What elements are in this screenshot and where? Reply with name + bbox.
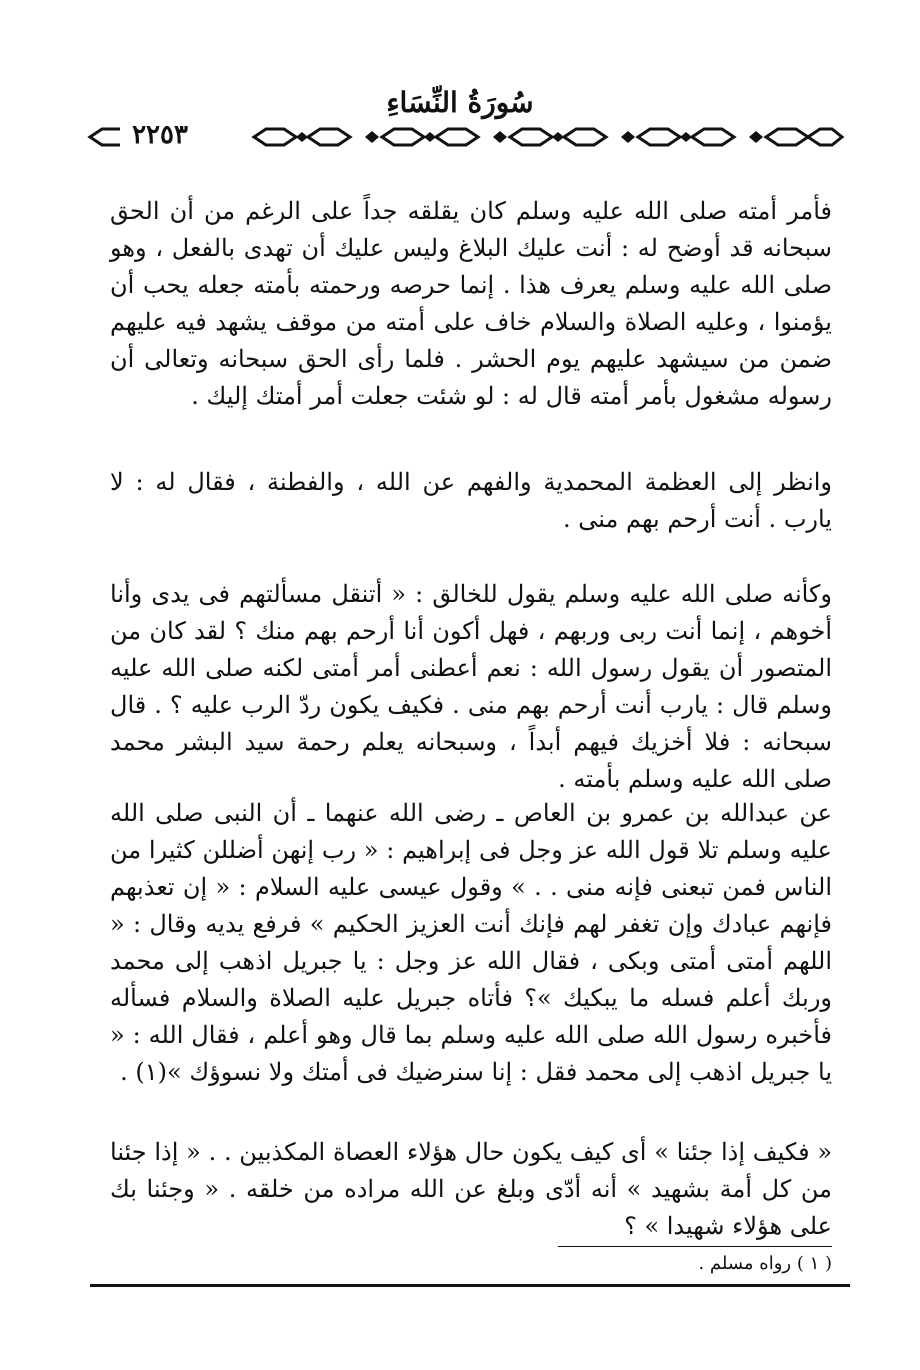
bottom-rule [90,1284,850,1287]
footnote: ( ١ ) رواه مسلم . [698,1253,832,1274]
paragraph: وانظر إلى العظمة المحمدية والفهم عن الله ، والفطنة ، فقال له : لا يارب . أنت أرحم بهم منى . [110,468,832,533]
ornament-border [86,122,846,152]
paragraph: « فكيف إذا جئنا » أى كيف يكون حال هؤلاء العصاة المكذبين . . « إذا جئنا من كل أمة بشهيد » أنه أدّى وبلغ عن الله مراده من خلقه . « وجئنا بك على هؤلاء شهيدا » ؟ [110,1138,832,1240]
paragraph: عن عبدالله بن عمرو بن العاص ـ رضى الله عنهما ـ أن النبى صلى الله عليه وسلم تلا قول الله عز وجل فى إبراهيم : « رب إنهن أضللن كثيرا من الناس فمن تبعنى فإنه منى . . » وقول عيسى عليه السلام : « إن تعذبهم فإنهم عبادك وإن تغفر لهم فإنك أنت العزيز الحكيم » فرفع يديه وقال : « اللهم أمتى أمتى وبكى ، فقال الله عز وجل : يا جبريل اذهب إلى محمد وربك أعلم فسله ما يبكيك »؟ فأتاه جبريل عليه الصلاة والسلام فسأله فأخبره رسول الله صلى الله عليه وسلم بما قال وهو أعلم ، فقال الله : « يا جبريل اذهب إلى محمد فقل : إنا سنرضيك فى أمتك ولا نسوؤك »(١) . [110,799,832,1086]
page-number: ٢٢٥٣ [120,118,200,152]
paragraph: فأمر أمته صلى الله عليه وسلم كان يقلقه جداً على الرغم من أن الحق سبحانه قد أوضح له : أنت عليك البلاغ وليس عليك أن تهدى بالفعل ، وهو صلى الله عليه وسلم يعرف هذا . إنما حرصه ورحمته بأمته جعله يحب أن يؤمنوا ، وعليه الصلاة والسلام خاف على أمته من موقف يشهد فيه عليهم ضمن من سيشهد عليهم يوم الحشر . فلما رأى الحق سبحانه وتعالى أن رسوله مشغول بأمر أمته قال له : لو شئت جعلت أمر أمتك إليك . [110,197,833,410]
surah-title: سُورَةُ النِّسَاءِ [386,86,534,119]
footnote-divider [558,1246,832,1247]
paragraph: وكأنه صلى الله عليه وسلم يقول للخالق : « أتنقل مسألتهم فى يدى وأنا أخوهم ، إنما أنت ربى وربهم ، فهل أكون أنا أرحم بهم منك ؟ لقد كان من المتصور أن يقول رسول الله : نعم أعطنى أمر أمتى لكنه صلى الله عليه وسلم قال : يارب أنت أرحم بهم منى . فكيف يكون ردّ الرب عليه ؟ . قال سبحانه : فلا أخزيك فيهم أبداً ، وسبحانه يعلم رحمة سيد البشر محمد صلى الله عليه وسلم بأمته . [110,580,833,793]
